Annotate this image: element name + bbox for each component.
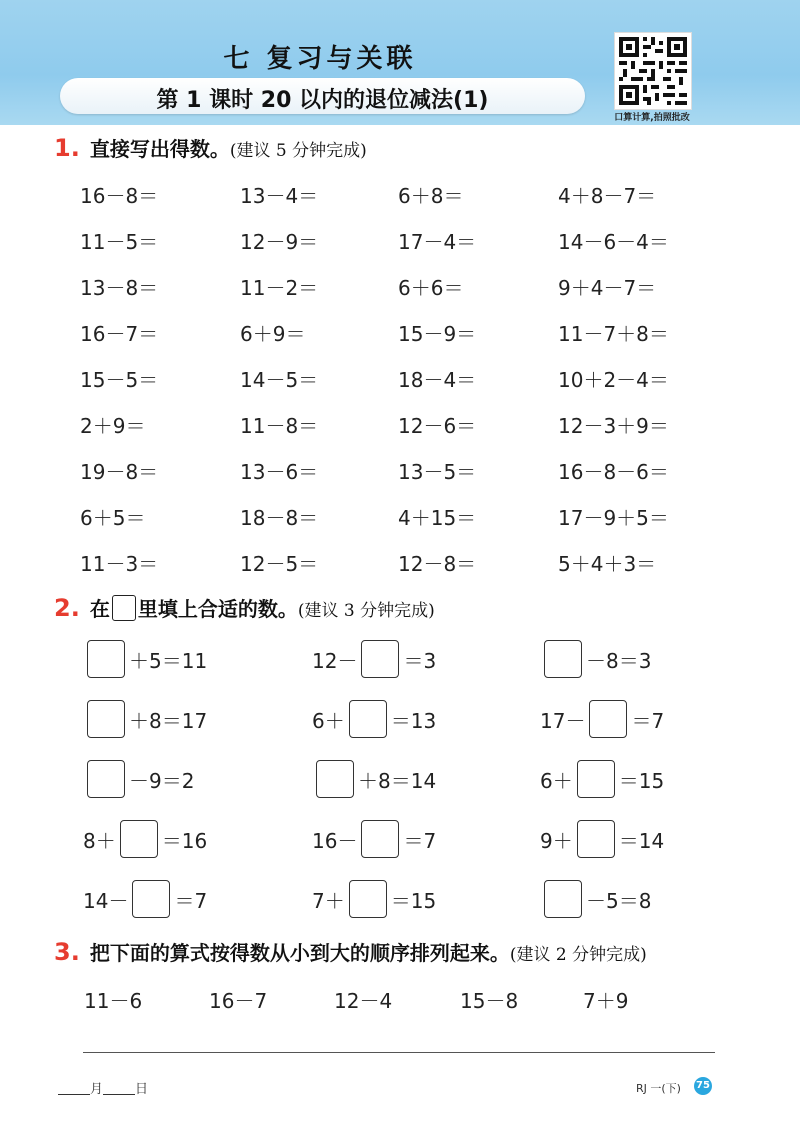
equation-item: 15－9＝ [398,322,477,346]
answer-box[interactable] [349,700,387,738]
equation-item: 11－3＝ [80,552,159,576]
equation-item: 12－6＝ [398,414,477,438]
equation-suffix: ＋8＝14 [358,768,437,793]
fill-in-equation [312,640,436,678]
answer-box[interactable] [87,760,125,798]
equation-item: 15－5＝ [80,368,159,392]
equation-prefix: 6＋ [312,708,345,733]
answer-box[interactable] [589,700,627,738]
equation-item: 12－5＝ [240,552,319,576]
fill-in-equation [312,880,436,918]
equation-item: 11－7＋8＝ [558,322,669,346]
lesson-bar [60,78,585,114]
section-2-title-pre: 在 [89,597,110,621]
section-2-heading [54,593,435,622]
section-2-number: 2. [54,594,80,622]
equation-item: 13－5＝ [398,460,477,484]
order-item: 12－4 [334,989,393,1013]
equation-suffix: ＝15 [390,888,437,913]
equation-suffix: ＝14 [618,828,665,853]
day-label: 日 [135,1082,149,1097]
fill-in-equation [540,760,664,798]
equation-prefix: 8＋ [83,828,116,853]
fill-in-equation [83,700,207,738]
section-3-hint: (建议 2 分钟完成) [509,945,647,965]
fill-in-equation [540,700,664,738]
answer-box[interactable] [577,820,615,858]
equation-item: 16－8＝ [80,184,159,208]
equation-item: 13－4＝ [240,184,319,208]
equation-item: 5＋4＋3＝ [558,552,657,576]
fill-in-equation [540,880,651,918]
fill-in-equation [312,820,436,858]
qr-caption: 口算计算,拍照批改 [614,113,690,123]
page-number: 75 [694,1077,712,1095]
answer-box[interactable] [87,700,125,738]
equation-suffix: －8＝3 [586,648,652,673]
section-2-hint: (建议 3 分钟完成) [297,601,435,621]
equation-item: 6＋6＝ [398,276,464,300]
equation-item: 6＋8＝ [398,184,464,208]
equation-item: 14－6－4＝ [558,230,669,254]
equation-item: 11－5＝ [80,230,159,254]
answer-box[interactable] [132,880,170,918]
equation-item: 11－8＝ [240,414,319,438]
equation-prefix: 7＋ [312,888,345,913]
equation-suffix: ＋5＝11 [129,648,208,673]
section-1-title: 直接写出得数。 [89,137,230,161]
fill-in-equation [540,640,651,678]
fill-in-equation [540,820,664,858]
equation-item: 9＋4－7＝ [558,276,657,300]
order-item: 11－6 [84,989,143,1013]
equation-prefix: 16－ [312,828,358,853]
fill-in-equation [83,760,194,798]
lesson-title: 第 1 课时 20 以内的退位减法(1) [156,88,489,113]
answer-box-example [112,595,136,621]
fill-in-equation [83,640,207,678]
equation-item: 13－8＝ [80,276,159,300]
section-1-heading [54,133,367,162]
month-blank[interactable] [58,1080,90,1095]
equation-item: 12－8＝ [398,552,477,576]
equation-suffix: ＝16 [161,828,208,853]
section-1-number: 1. [54,134,80,162]
equation-item: 17－4＝ [398,230,477,254]
equation-prefix: 6＋ [540,768,573,793]
answer-box[interactable] [87,640,125,678]
fill-in-equation [83,880,207,918]
equation-prefix: 9＋ [540,828,573,853]
answer-box[interactable] [544,640,582,678]
equation-item: 6＋5＝ [80,506,146,530]
equation-item: 14－5＝ [240,368,319,392]
equation-item: 19－8＝ [80,460,159,484]
equation-item: 10＋2－4＝ [558,368,669,392]
section-3-title: 把下面的算式按得数从小到大的顺序排列起来。 [89,941,510,965]
answer-line[interactable] [83,1052,715,1053]
book-code: RJ 一(下) [636,1082,681,1095]
section-3-heading [54,937,647,966]
answer-box[interactable] [120,820,158,858]
section-1-hint: (建议 5 分钟完成) [229,141,367,161]
answer-box[interactable] [361,820,399,858]
equation-suffix: ＝7 [403,828,437,853]
answer-box[interactable] [544,880,582,918]
month-label: 月 [90,1082,104,1097]
fill-in-equation [312,760,436,798]
equation-suffix: －9＝2 [129,768,195,793]
equation-suffix: ＋8＝17 [129,708,208,733]
equation-item: 12－3＋9＝ [558,414,669,438]
answer-box[interactable] [361,640,399,678]
order-item: 15－8 [460,989,519,1013]
fill-in-equation [83,820,207,858]
equation-item: 18－8＝ [240,506,319,530]
equation-suffix: －5＝8 [586,888,652,913]
chapter-title: 七 复习与关联 [223,44,417,74]
equation-item: 16－8－6＝ [558,460,669,484]
order-item: 16－7 [209,989,268,1013]
equation-item: 4＋15＝ [398,506,477,530]
equation-suffix: ＝7 [631,708,665,733]
equation-suffix: ＝3 [403,648,437,673]
equation-item: 13－6＝ [240,460,319,484]
answer-box[interactable] [349,880,387,918]
equation-item: 16－7＝ [80,322,159,346]
equation-item: 6＋9＝ [240,322,306,346]
fill-in-equation [312,700,436,738]
equation-suffix: ＝7 [174,888,208,913]
equation-suffix: ＝13 [390,708,437,733]
equation-item: 4＋8－7＝ [558,184,657,208]
section-2-title-post: 里填上合适的数。 [137,597,298,621]
answer-box[interactable] [577,760,615,798]
equation-prefix: 17－ [540,708,586,733]
equation-item: 11－2＝ [240,276,319,300]
equation-suffix: ＝15 [618,768,665,793]
equation-prefix: 14－ [83,888,129,913]
answer-box[interactable] [316,760,354,798]
section-3-number: 3. [54,938,80,966]
day-blank[interactable] [103,1080,135,1095]
equation-item: 18－4＝ [398,368,477,392]
equation-item: 2＋9＝ [80,414,146,438]
equation-prefix: 12－ [312,648,358,673]
qr-code-icon[interactable] [614,32,692,110]
date-field[interactable] [58,1078,148,1097]
equation-item: 12－9＝ [240,230,319,254]
order-item: 7＋9 [583,989,629,1013]
equation-item: 17－9＋5＝ [558,506,669,530]
